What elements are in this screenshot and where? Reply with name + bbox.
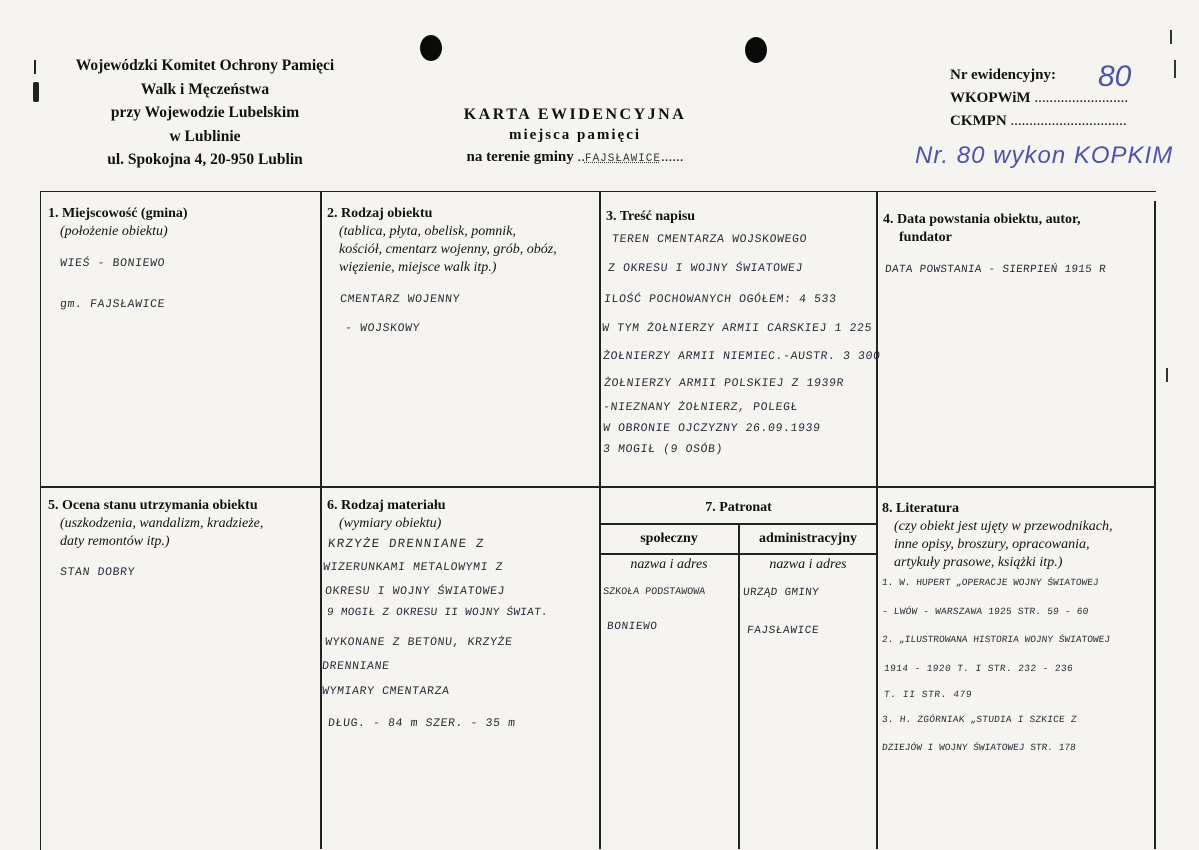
margin-mark xyxy=(1166,368,1168,382)
table-divider xyxy=(599,523,877,525)
section-4-header xyxy=(883,211,1148,247)
section-7-header xyxy=(600,499,877,517)
section-4-entry: DATA POWSTANIA - SIERPIEŃ 1915 R xyxy=(884,264,1107,276)
ckmpn-label: CKMPN xyxy=(950,113,1007,129)
section-3-header xyxy=(606,208,871,226)
wkopwim-dots: ......................... xyxy=(1034,90,1129,106)
section-2-hint: więzienie, miejsce walk itp.) xyxy=(339,260,497,275)
patronat-spoleczny-hint: nazwa i adres xyxy=(630,557,708,572)
patronat-administracyjny-hint: nazwa i adres xyxy=(769,557,847,572)
gmina-value: FAJSŁAWICE xyxy=(584,153,661,165)
section-1-title: 1. Miejscowość (gmina) xyxy=(48,206,188,221)
table-divider xyxy=(320,191,322,849)
section-2-hint: (tablica, płyta, obelisk, pomnik, xyxy=(339,224,516,239)
section-6-entry: WYKONANE Z BETONU, KRZYŻE xyxy=(324,636,514,649)
section-1-header xyxy=(48,205,313,241)
section-6-hint: (wymiary obiektu) xyxy=(339,516,442,531)
section-8-entry: 1914 - 1920 T. I STR. 232 - 236 xyxy=(883,663,1074,674)
organization-header xyxy=(40,54,370,172)
section-8-entry: T. II STR. 479 xyxy=(883,689,973,700)
margin-mark xyxy=(34,60,36,74)
section-8-header xyxy=(882,500,1150,572)
section-3-entry: ŻOŁNIERZY ARMII NIEMIEC.-AUSTR. 3 300 xyxy=(602,350,882,363)
org-line: Walk i Męczeństwa xyxy=(140,80,270,98)
ckmpn-dots: ............................... xyxy=(1010,113,1127,129)
section-1-entry: WIEŚ - BONIEWO xyxy=(59,257,166,270)
gmina-dots: ...... xyxy=(660,149,684,165)
patronat-administracyjny-title: administracyjny xyxy=(759,531,857,546)
punch-hole xyxy=(420,35,442,61)
section-3-entry: TEREN CMENTARZA WOJSKOWEGO xyxy=(611,233,808,246)
section-2-title: 2. Rodzaj obiektu xyxy=(327,206,433,221)
section-8-hint: artykuły prasowe, książki itp.) xyxy=(894,555,1063,570)
section-5-entry: STAN DOBRY xyxy=(59,566,136,579)
section-5-hint: daty remontów itp.) xyxy=(60,534,170,549)
section-1-hint: (położenie obiektu) xyxy=(60,224,168,239)
patronat-spoleczny-entry: BONIEWO xyxy=(606,621,659,633)
patronat-administracyjny-entry: FAJSŁAWICE xyxy=(746,625,820,637)
section-3-entry: W TYM ŻOŁNIERZY ARMII CARSKIEJ 1 225 xyxy=(601,322,873,335)
section-3-entry: ŻOŁNIERZY ARMII POLSKIEJ Z 1939R xyxy=(603,377,845,390)
section-5-title: 5. Ocena stanu utrzymania obiektu xyxy=(48,498,258,513)
section-3-entry: W OBRONIE OJCZYZNY 26.09.1939 xyxy=(602,422,822,435)
section-6-entry: WYMIARY CMENTARZA xyxy=(321,685,451,698)
section-8-entry: 1. W. HUPERT „OPERACJE WOJNY ŚWIATOWEJ xyxy=(881,577,1100,588)
section-8-entry: - LWÓW - WARSZAWA 1925 STR. 59 - 60 xyxy=(881,606,1090,617)
section-6-entry: WIZERUNKAMI METALOWYMI Z xyxy=(322,561,504,574)
org-line: Wojewódzki Komitet Ochrony Pamięci xyxy=(75,57,335,74)
title-sub: miejsca pamięci xyxy=(508,127,642,143)
section-8-entry: 3. H. ZGÓRNIAK „STUDIA I SZKICE Z xyxy=(881,714,1078,725)
org-line: przy Wojewodzie Lubelskim xyxy=(110,104,300,121)
section-7-title: 7. Patronat xyxy=(705,500,772,515)
section-6-entry: DRENNIANE xyxy=(321,660,391,673)
table-divider xyxy=(876,191,878,849)
section-8-entry: 2. „ILUSTROWANA HISTORIA WOJNY ŚWIATOWEJ xyxy=(881,634,1111,645)
section-8-entry: DZIEJÓW I WOJNY ŚWIATOWEJ STR. 178 xyxy=(881,742,1077,753)
patronat-spoleczny-hint-box xyxy=(600,556,738,574)
section-6-entry: KRZYŻE DRENNIANE Z xyxy=(327,537,486,551)
section-3-entry: 3 MOGIŁ (9 OSÓB) xyxy=(602,443,724,456)
nr-ewidencyjny-label: Nr ewidencyjny: xyxy=(950,67,1056,83)
section-6-title: 6. Rodzaj materiału xyxy=(327,498,446,513)
section-2-header xyxy=(327,205,595,277)
title-main: KARTA EWIDENCYJNA xyxy=(463,106,687,123)
section-3-entry: Z OKRESU I WOJNY ŚWIATOWEJ xyxy=(607,262,804,275)
section-6-entry: DŁUG. - 84 m SZER. - 35 m xyxy=(327,717,517,730)
table-divider xyxy=(1154,201,1156,849)
patronat-spoleczny-title: społeczny xyxy=(640,531,698,546)
section-2-entry: CMENTARZ WOJENNY xyxy=(339,293,461,306)
table-divider xyxy=(599,553,877,555)
patronat-administracyjny-header xyxy=(739,530,877,548)
patronat-spoleczny-entry: SZKOŁA PODSTAWOWA xyxy=(602,587,706,598)
section-8-hint: (czy obiekt jest ujęty w przewodnikach, xyxy=(894,519,1113,534)
punch-hole xyxy=(745,37,767,63)
section-3-entry: ILOŚĆ POCHOWANYCH OGÓŁEM: 4 533 xyxy=(603,293,838,306)
section-6-entry: OKRESU I WOJNY ŚWIATOWEJ xyxy=(324,585,506,598)
section-3-title: 3. Treść napisu xyxy=(606,209,696,224)
section-3-entry: -NIEZNANY ŻOŁNIERZ, POLEGŁ xyxy=(602,401,799,414)
org-address: ul. Spokojna 4, 20-950 Lublin xyxy=(107,151,303,168)
card-title xyxy=(440,106,710,166)
margin-mark xyxy=(1174,60,1176,78)
section-6-header xyxy=(327,497,595,533)
handwritten-registry-note: Nr. 80 wykon KOPKIM xyxy=(915,142,1174,169)
patronat-administracyjny-entry: URZĄD GMINY xyxy=(742,587,820,599)
gmina-label: na terenie gminy xyxy=(466,149,574,165)
section-1-entry: gm. FAJSŁAWICE xyxy=(59,298,166,311)
margin-mark xyxy=(33,82,39,102)
section-8-hint: inne opisy, broszury, opracowania, xyxy=(894,537,1090,552)
table-divider xyxy=(599,191,601,849)
section-4-title: fundator xyxy=(899,230,952,245)
patronat-spoleczny-header xyxy=(600,530,738,548)
section-5-header xyxy=(48,497,316,551)
table-divider xyxy=(40,486,1155,488)
margin-mark xyxy=(1170,30,1172,44)
section-6-entry: 9 MOGIŁ Z OKRESU II WOJNY ŚWIAT. xyxy=(326,607,549,619)
nr-ewidencyjny-value: 80 xyxy=(1098,60,1132,93)
section-8-title: 8. Literatura xyxy=(882,501,959,516)
org-line: w Lublinie xyxy=(169,127,241,145)
section-4-title: 4. Data powstania obiektu, autor, xyxy=(883,212,1081,227)
gmina-line: na terenie gminy ..FAJSŁAWICE...... xyxy=(466,149,684,165)
section-2-entry: - WOJSKOWY xyxy=(344,322,421,335)
section-5-hint: (uszkodzenia, wandalizm, kradzieże, xyxy=(60,516,264,531)
wkopwim-label: WKOPWiM xyxy=(950,90,1031,106)
patronat-administracyjny-hint-box xyxy=(739,556,877,574)
section-2-hint: kościół, cmentarz wojenny, grób, obóz, xyxy=(339,242,557,257)
